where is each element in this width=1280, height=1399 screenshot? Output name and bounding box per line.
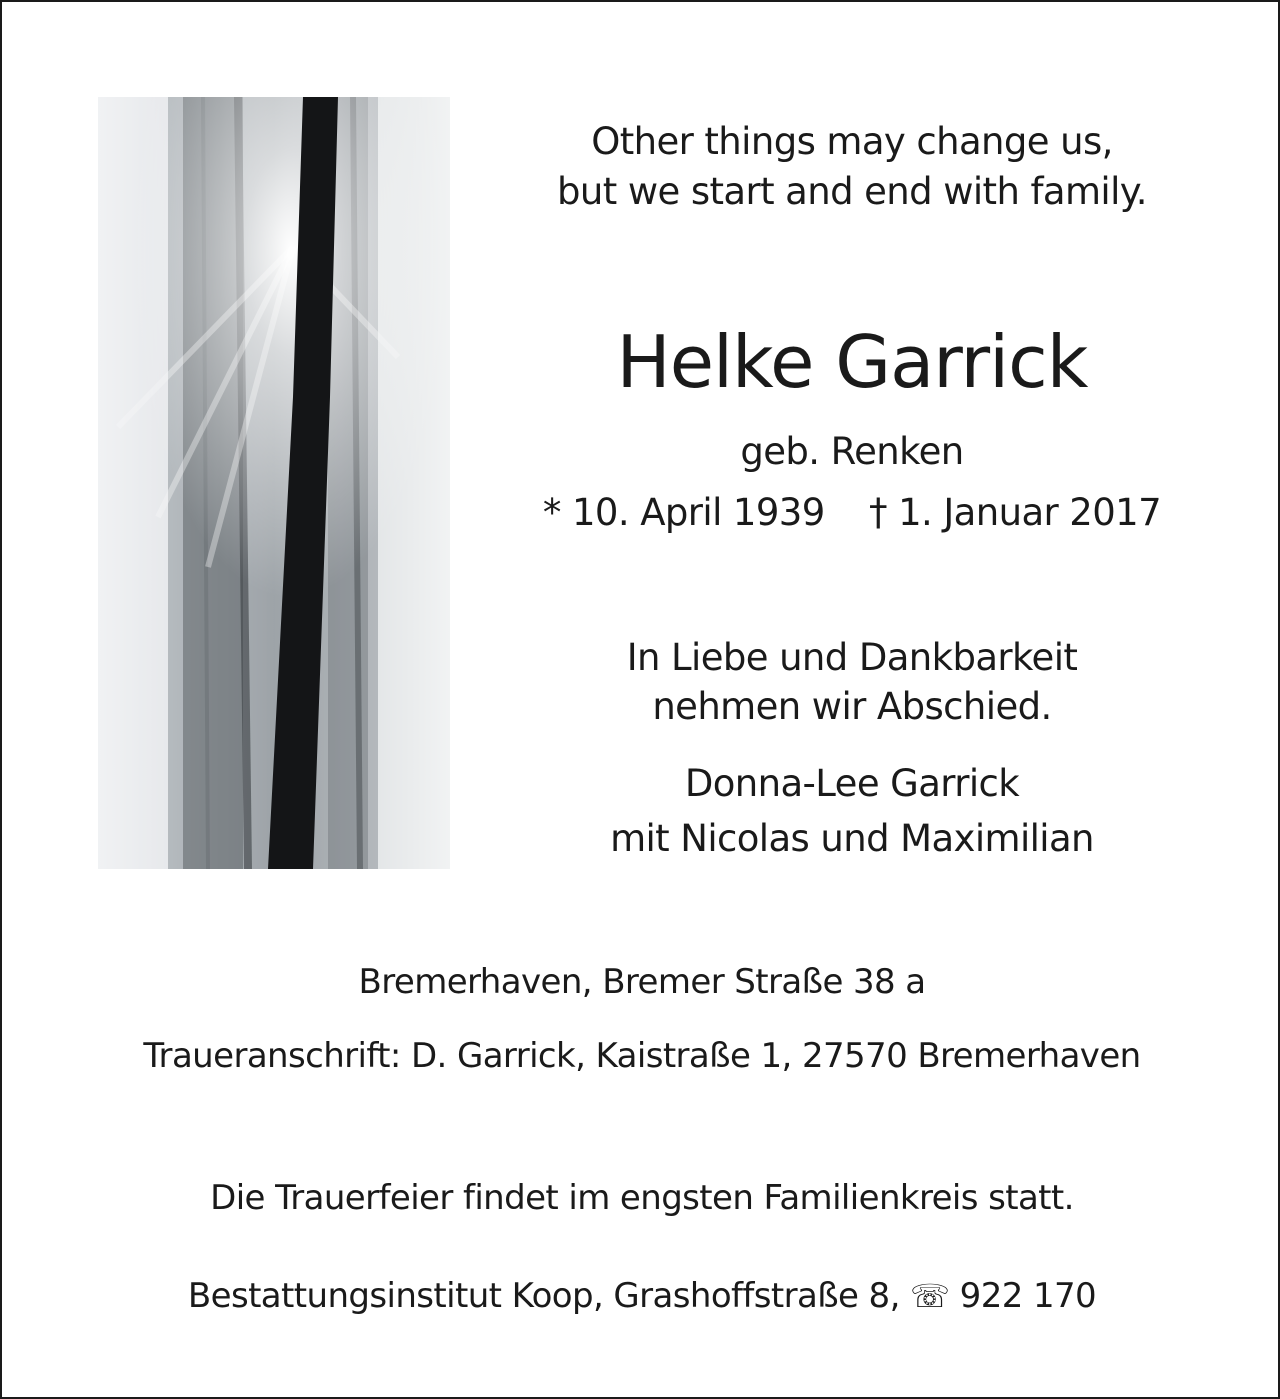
funeral-home xyxy=(2,1276,1280,1316)
mourners-line-1: Donna-Lee Garrick xyxy=(684,762,1020,805)
birth-symbol: * xyxy=(542,491,561,534)
farewell-line-1: In Liebe und Dankbarkeit xyxy=(626,636,1078,679)
farewell-line-2: nehmen wir Abschied. xyxy=(652,685,1052,728)
mourners-line-2: mit Nicolas und Maximilian xyxy=(610,817,1094,860)
death-date: 1. Januar 2017 xyxy=(898,491,1162,534)
funeral-home-text: Bestattungsinstitut Koop, Grashoffstraße 8, xyxy=(187,1276,900,1316)
phone-icon: ☏ xyxy=(910,1277,950,1315)
forest-sunbeam-image xyxy=(98,97,450,869)
birth-name: geb. Renken xyxy=(740,430,964,473)
home-address: Bremerhaven, Bremer Straße 38 a xyxy=(358,962,926,1002)
funeral-home-phone: 922 170 xyxy=(959,1276,1097,1316)
quote-line-1: Other things may change us, xyxy=(591,120,1113,163)
birth-date: 10. April 1939 xyxy=(571,491,825,534)
forest-illustration xyxy=(98,97,450,869)
deceased-name: Helke Garrick xyxy=(616,320,1088,404)
death-symbol: † xyxy=(869,491,887,534)
life-dates xyxy=(542,491,1162,534)
ceremony-note: Die Trauerfeier findet im engsten Familienkreis statt. xyxy=(210,1178,1074,1218)
quote-line-2: but we start and end with family. xyxy=(557,170,1147,213)
mourning-address: Traueranschrift: D. Garrick, Kaistraße 1, 27570 Bremerhaven xyxy=(143,1036,1141,1076)
